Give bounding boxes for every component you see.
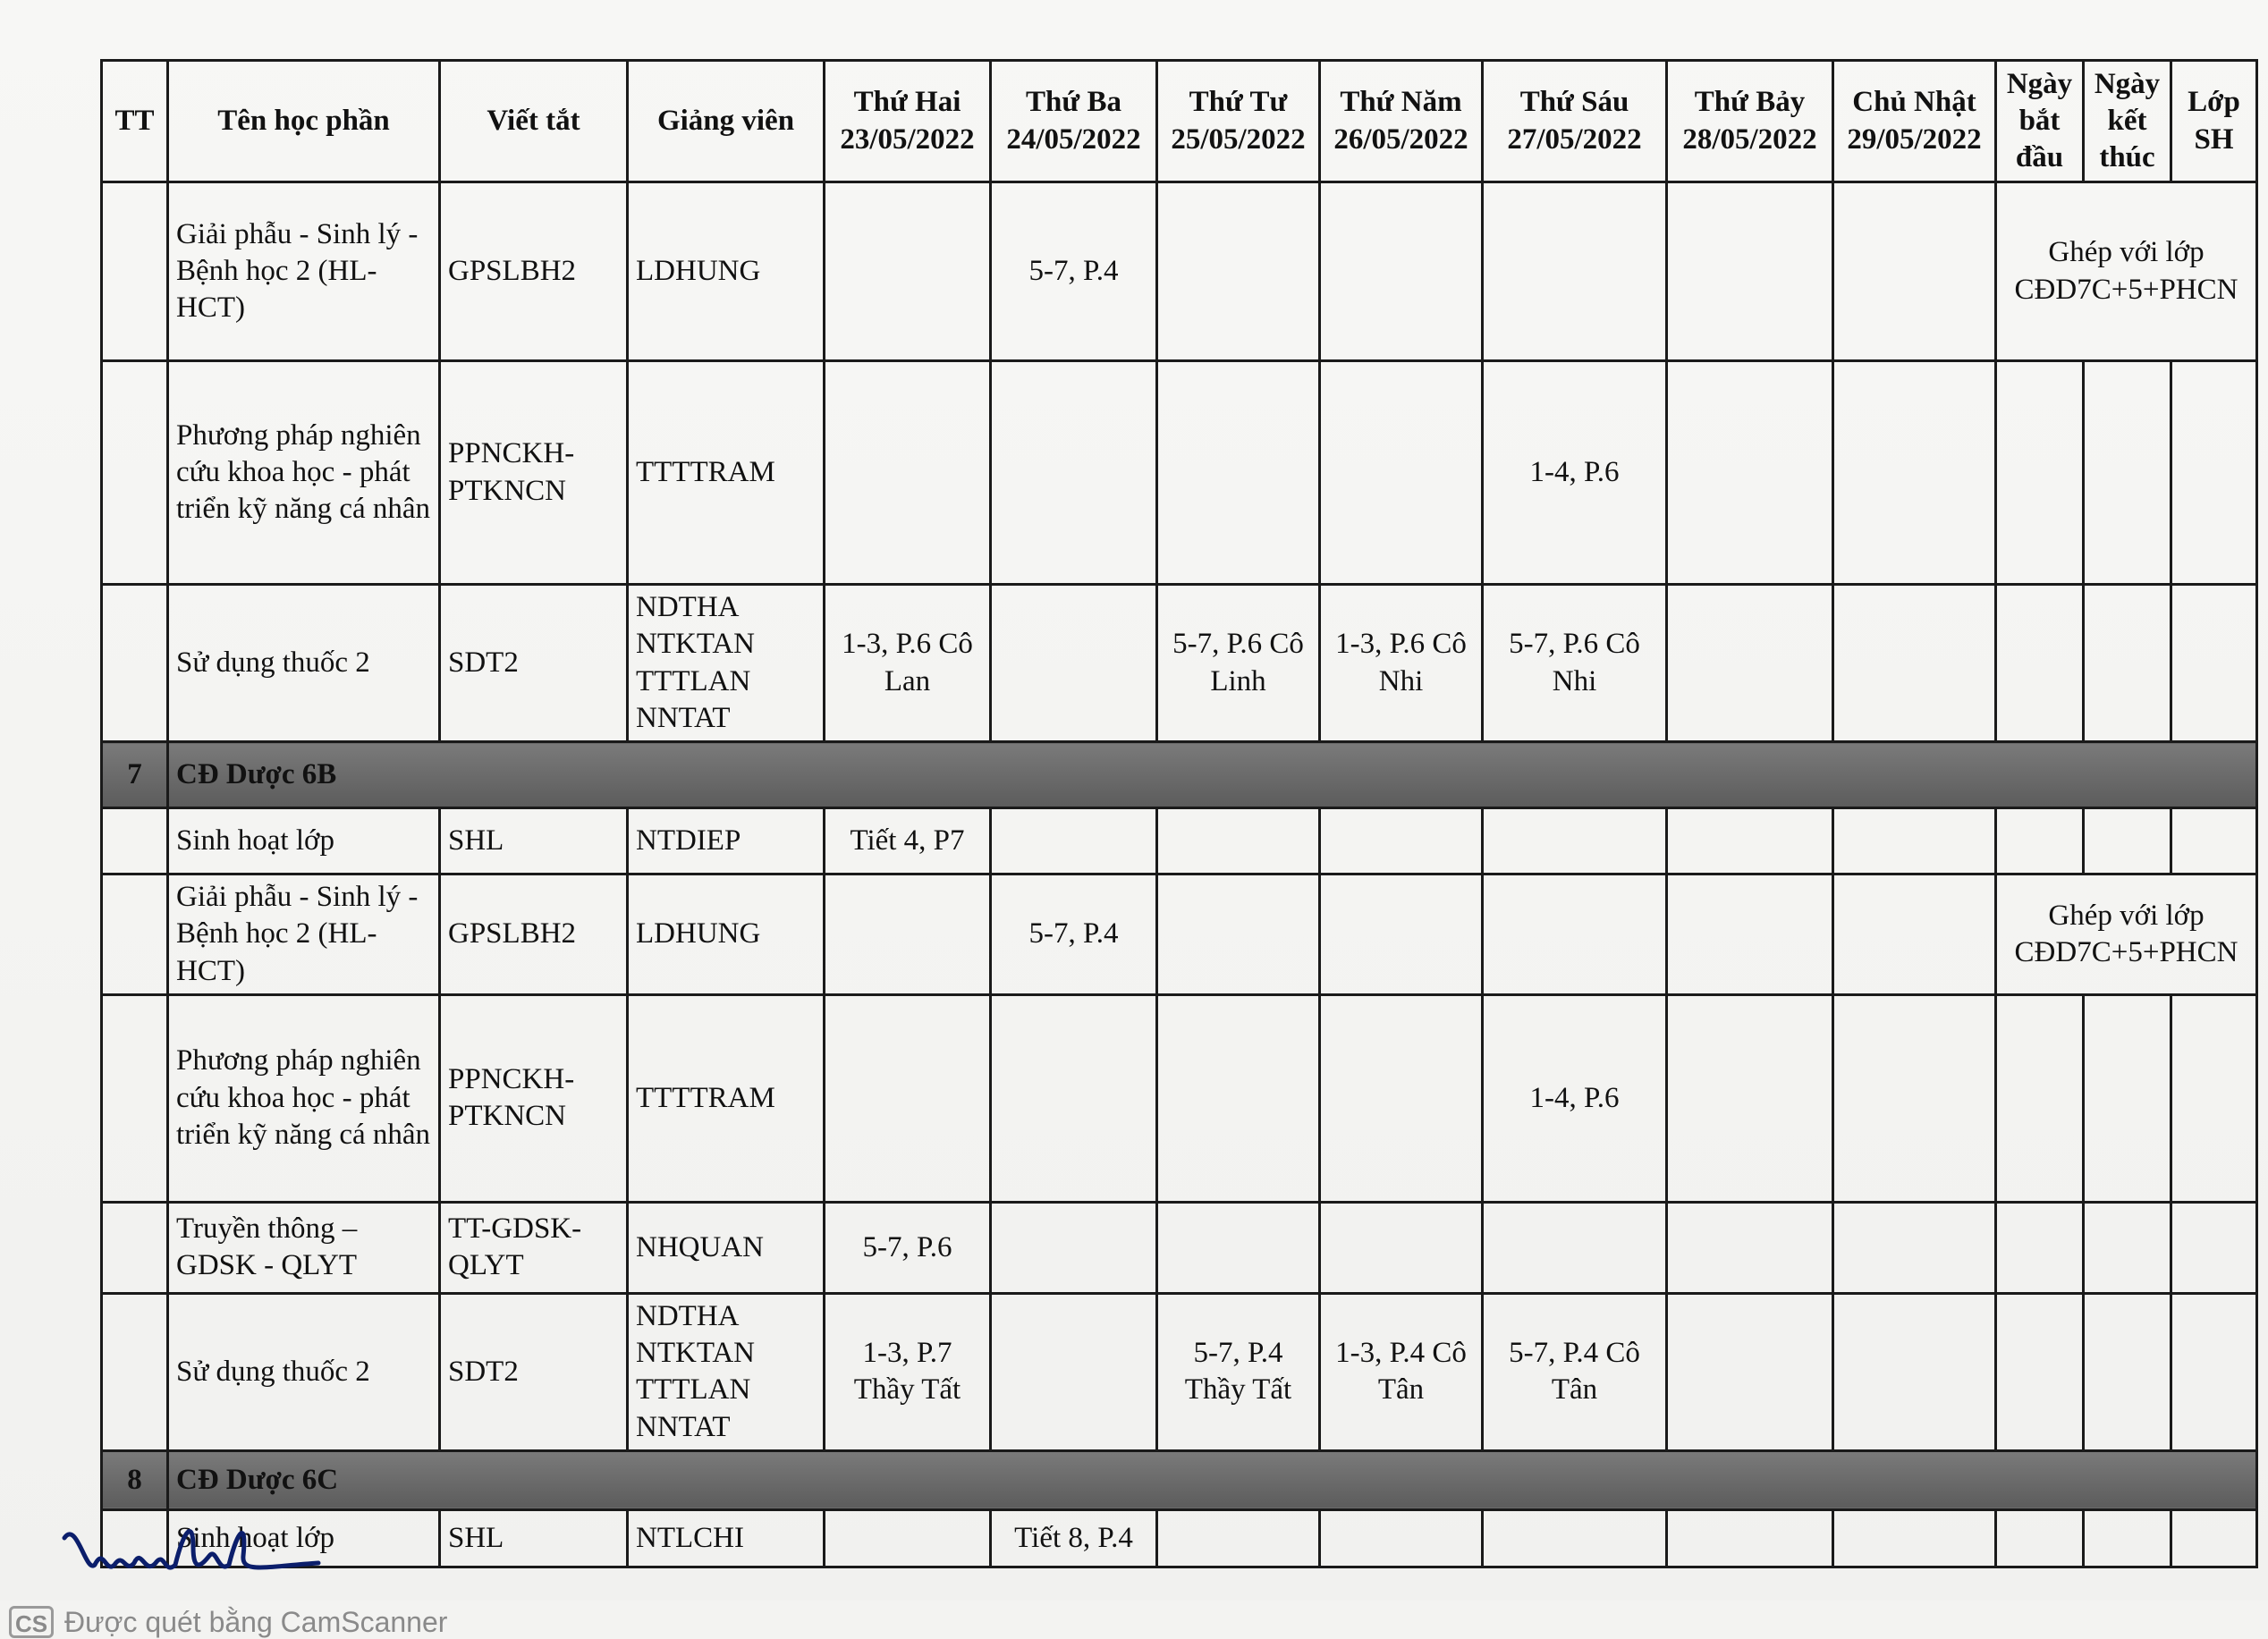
course-abbr: SHL	[440, 1509, 628, 1567]
cell-class	[2171, 361, 2257, 585]
cell-wednesday	[1157, 182, 1320, 361]
table-row	[102, 808, 2257, 874]
table-row	[102, 1293, 2257, 1450]
cell-friday: 1-4, P.6	[1483, 994, 1667, 1202]
merge-note: Ghép với lớp CĐD7C+5+PHCN	[1996, 874, 2257, 995]
cell-saturday	[1667, 994, 1833, 1202]
cell-friday: 5-7, P.4 Cô Tân	[1483, 1293, 1667, 1450]
handwritten-signature	[59, 1511, 327, 1592]
row-tt	[102, 1202, 168, 1293]
course-name: Giải phẫu - Sinh lý - Bệnh học 2 (HL-HCT)	[168, 182, 440, 361]
header-course: Tên học phần	[168, 61, 440, 182]
table-row	[102, 994, 2257, 1202]
cell-class	[2171, 808, 2257, 874]
table-row	[102, 1202, 2257, 1293]
row-tt	[102, 1293, 168, 1450]
lecturer: TTTTRAM	[628, 361, 825, 585]
cell-class	[2171, 1293, 2257, 1450]
cell-monday: 5-7, P.6	[825, 1202, 991, 1293]
merge-note: Ghép với lớp CĐD7C+5+PHCN	[1996, 182, 2257, 361]
cell-monday	[825, 994, 991, 1202]
course-abbr: SHL	[440, 808, 628, 874]
course-name: Sinh hoạt lớp	[168, 1509, 440, 1567]
cell-friday	[1483, 874, 1667, 995]
cell-sunday	[1833, 1293, 1996, 1450]
cell-thursday	[1320, 361, 1483, 585]
cell-end	[2084, 808, 2171, 874]
table-row	[102, 1509, 2257, 1567]
cell-saturday	[1667, 361, 1833, 585]
lecturer: TTTTRAM	[628, 994, 825, 1202]
cell-class	[2171, 585, 2257, 742]
cell-end	[2084, 994, 2171, 1202]
camscanner-logo-icon: CS	[9, 1606, 54, 1638]
cell-thursday	[1320, 994, 1483, 1202]
scanner-watermark: Được quét bằng CamScanner	[64, 1606, 448, 1638]
lecturer: NDTHA NTKTAN TTTLAN NNTAT	[628, 1293, 825, 1450]
course-name: Sinh hoạt lớp	[168, 808, 440, 874]
header-monday: Thứ Hai 23/05/2022	[825, 61, 991, 182]
cell-end	[2084, 1509, 2171, 1567]
cell-thursday: 1-3, P.6 Cô Nhi	[1320, 585, 1483, 742]
lecturer: NHQUAN	[628, 1202, 825, 1293]
lecturer: NTDIEP	[628, 808, 825, 874]
row-tt	[102, 361, 168, 585]
cell-friday: 5-7, P.6 Cô Nhi	[1483, 585, 1667, 742]
course-abbr: TT-GDSK-QLYT	[440, 1202, 628, 1293]
lecturer: LDHUNG	[628, 874, 825, 995]
cell-tuesday: Tiết 8, P.4	[991, 1509, 1157, 1567]
cell-friday	[1483, 1509, 1667, 1567]
header-tuesday: Thứ Ba 24/05/2022	[991, 61, 1157, 182]
cell-sunday	[1833, 994, 1996, 1202]
header-class: Lớp SH	[2171, 61, 2257, 182]
course-abbr: SDT2	[440, 1293, 628, 1450]
cell-start	[1996, 1509, 2084, 1567]
cell-saturday	[1667, 874, 1833, 995]
cell-saturday	[1667, 808, 1833, 874]
cell-sunday	[1833, 1509, 1996, 1567]
cell-tuesday	[991, 1293, 1157, 1450]
cell-friday: 1-4, P.6	[1483, 361, 1667, 585]
cell-thursday	[1320, 1509, 1483, 1567]
cell-monday	[825, 874, 991, 995]
header-abbr: Viết tắt	[440, 61, 628, 182]
cell-tuesday	[991, 1202, 1157, 1293]
cell-thursday: 1-3, P.4 Cô Tân	[1320, 1293, 1483, 1450]
row-tt	[102, 585, 168, 742]
cell-sunday	[1833, 874, 1996, 995]
group-row	[102, 742, 2257, 808]
course-name: Sử dụng thuốc 2	[168, 1293, 440, 1450]
course-abbr: SDT2	[440, 585, 628, 742]
table-row	[102, 585, 2257, 742]
course-name: Phương pháp nghiên cứu khoa học - phát triển kỹ năng cá nhân	[168, 361, 440, 585]
course-name: Phương pháp nghiên cứu khoa học - phát triển kỹ năng cá nhân	[168, 994, 440, 1202]
cell-tuesday	[991, 361, 1157, 585]
cell-end	[2084, 585, 2171, 742]
cell-sunday	[1833, 1202, 1996, 1293]
cell-saturday	[1667, 182, 1833, 361]
header-row	[102, 61, 2257, 182]
row-tt	[102, 874, 168, 995]
course-abbr: GPSLBH2	[440, 182, 628, 361]
row-tt	[102, 182, 168, 361]
lecturer: NDTHA NTKTAN TTTLAN NNTAT	[628, 585, 825, 742]
course-abbr: PPNCKH-PTKNCN	[440, 361, 628, 585]
cell-start	[1996, 1202, 2084, 1293]
cell-tuesday: 5-7, P.4	[991, 874, 1157, 995]
cell-saturday	[1667, 1202, 1833, 1293]
cell-thursday	[1320, 182, 1483, 361]
group-name: CĐ Dược 6B	[168, 742, 2257, 808]
cell-class	[2171, 1509, 2257, 1567]
cell-tuesday	[991, 585, 1157, 742]
header-thursday: Thứ Năm 26/05/2022	[1320, 61, 1483, 182]
cell-wednesday	[1157, 874, 1320, 995]
cell-sunday	[1833, 361, 1996, 585]
header-tt: TT	[102, 61, 168, 182]
lecturer: LDHUNG	[628, 182, 825, 361]
cell-tuesday: 5-7, P.4	[991, 182, 1157, 361]
cell-start	[1996, 994, 2084, 1202]
cell-start	[1996, 1293, 2084, 1450]
cell-end	[2084, 361, 2171, 585]
cell-friday	[1483, 1202, 1667, 1293]
header-start-date: Ngày bắt đầu	[1996, 61, 2084, 182]
header-lecturer: Giảng viên	[628, 61, 825, 182]
cell-sunday	[1833, 585, 1996, 742]
cell-saturday	[1667, 1293, 1833, 1450]
cell-friday	[1483, 182, 1667, 361]
header-wednesday: Thứ Tư 25/05/2022	[1157, 61, 1320, 182]
schedule-table	[100, 59, 2258, 1568]
header-friday: Thứ Sáu 27/05/2022	[1483, 61, 1667, 182]
group-number: 7	[102, 742, 168, 808]
cell-wednesday	[1157, 994, 1320, 1202]
table-row	[102, 874, 2257, 995]
cell-end	[2084, 1202, 2171, 1293]
header-sunday: Chủ Nhật 29/05/2022	[1833, 61, 1996, 182]
cell-start	[1996, 808, 2084, 874]
cell-monday: Tiết 4, P7	[825, 808, 991, 874]
row-tt	[102, 994, 168, 1202]
cell-wednesday	[1157, 1202, 1320, 1293]
cell-wednesday: 5-7, P.4 Thầy Tất	[1157, 1293, 1320, 1450]
cell-thursday	[1320, 808, 1483, 874]
table-row	[102, 182, 2257, 361]
cell-wednesday: 5-7, P.6 Cô Linh	[1157, 585, 1320, 742]
course-name: Truyền thông – GDSK - QLYT	[168, 1202, 440, 1293]
cell-sunday	[1833, 182, 1996, 361]
lecturer: NTLCHI	[628, 1509, 825, 1567]
row-tt	[102, 808, 168, 874]
group-row	[102, 1450, 2257, 1509]
cell-thursday	[1320, 874, 1483, 995]
cell-wednesday	[1157, 808, 1320, 874]
course-name: Sử dụng thuốc 2	[168, 585, 440, 742]
course-abbr: PPNCKH-PTKNCN	[440, 994, 628, 1202]
cell-tuesday	[991, 994, 1157, 1202]
cell-monday	[825, 1509, 991, 1567]
group-name: CĐ Dược 6C	[168, 1450, 2257, 1509]
cell-start	[1996, 585, 2084, 742]
cell-monday	[825, 361, 991, 585]
cell-monday: 1-3, P.6 Cô Lan	[825, 585, 991, 742]
header-end-date: Ngày kết thúc	[2084, 61, 2171, 182]
cell-thursday	[1320, 1202, 1483, 1293]
group-number: 8	[102, 1450, 168, 1509]
course-abbr: GPSLBH2	[440, 874, 628, 995]
course-name: Giải phẫu - Sinh lý - Bệnh học 2 (HL-HCT)	[168, 874, 440, 995]
cell-tuesday	[991, 808, 1157, 874]
header-saturday: Thứ Bảy 28/05/2022	[1667, 61, 1833, 182]
cell-monday: 1-3, P.7 Thầy Tất	[825, 1293, 991, 1450]
cell-monday	[825, 182, 991, 361]
cell-saturday	[1667, 1509, 1833, 1567]
cell-class	[2171, 994, 2257, 1202]
cell-friday	[1483, 808, 1667, 874]
table-row	[102, 361, 2257, 585]
cell-end	[2084, 1293, 2171, 1450]
cell-wednesday	[1157, 1509, 1320, 1567]
cell-wednesday	[1157, 361, 1320, 585]
margin-bleed-marks	[0, 465, 72, 715]
cell-sunday	[1833, 808, 1996, 874]
cell-saturday	[1667, 585, 1833, 742]
cell-start	[1996, 361, 2084, 585]
cell-class	[2171, 1202, 2257, 1293]
